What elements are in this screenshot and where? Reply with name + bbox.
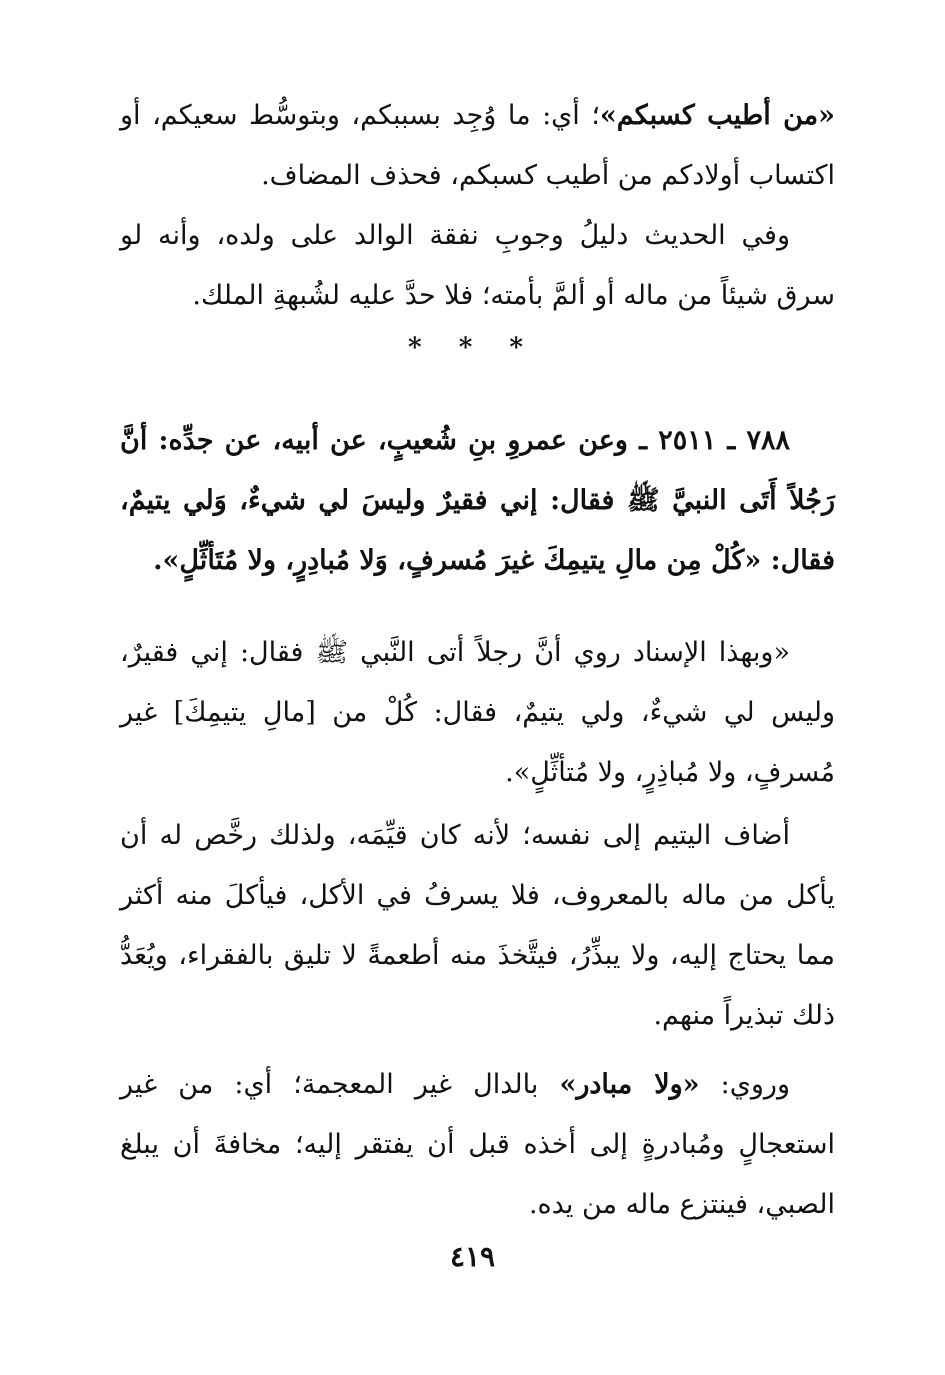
paragraph-4	[120, 623, 835, 803]
quoted-phrase: «من أطيب كسبكم»	[599, 100, 835, 131]
section-separator: * * *	[408, 333, 537, 363]
paragraph-6-text: بالدال غير المعجمة؛ أي: من غير استعجالٍ ومُبادرةٍ إلى أخذه قبل أن يفتقر إليه؛ مخافةَ أن يبلغ الصبي، فينتزع ماله من يده.	[120, 1069, 835, 1220]
quoted-term: «ولا مبادر»	[559, 1069, 700, 1100]
paragraph-5	[120, 806, 835, 1046]
paragraph-2	[120, 206, 835, 326]
paragraph-2-text: وفي الحديث دليلُ وجوبِ نفقة الوالد على ولده، وأنه لو سرق شيئاً من ماله أو ألمَّ بأمته؛ فلا حدَّ عليه لشُبهةِ الملك.	[120, 220, 835, 311]
paragraph-5-text: أضاف اليتيم إلى نفسه؛ لأنه كان قيِّمَه، ولذلك رخَّص له أن يأكل من ماله بالمعروف، فلا يسرفُ في الأكل، فيأكلَ منه أكثر مما يحتاج إليه، ولا يبذِّرُ، فيتَّخذَ منه أطعمةً لا تليق بالفقراء، ويُعَدُّ ذلك تبذيراً منهم.	[120, 820, 835, 1031]
paragraph-6	[120, 1055, 835, 1235]
paragraph-6-start: وروي:	[699, 1069, 790, 1100]
hadith-paragraph	[120, 411, 835, 591]
paragraph-4-text: «وبهذا الإسناد روي أنَّ رجلاً أتى النَّبي ﷺ فقال: إني فقيرٌ، وليس لي شيءٌ، ولي يتيمٌ، فقال: كُلْ من [مالِ يتيمِكَ] غير مُسرفٍ، ولا مُباذِرٍ، ولا مُتأثِّلٍ».	[120, 637, 835, 788]
paragraph-1	[120, 86, 835, 206]
paragraph-1-text: ؛ أي: ما وُجِد بسببكم، وبتوسُّط سعيكم، أو اكتساب أولادكم من أطيب كسبكم، فحذف المضاف.	[120, 100, 835, 191]
hadith-text: ٧٨٨ ـ ٢٥١١ ـ وعن عمروِ بنِ شُعيبٍ، عن أبيه، عن جدِّه: أنَّ رَجُلاً أَتَى النبيَّ ﷺ فقال: إني فقيرٌ وليسَ لي شيءٌ، وَلي يتيمٌ، فقال: «كُلْ مِن مالِ يتيمِكَ غيرَ مُسرفٍ، وَلا مُبادِرٍ، ولا مُتَأثِّلٍ».	[120, 425, 835, 576]
page-number: ٤١٩	[449, 1240, 496, 1273]
